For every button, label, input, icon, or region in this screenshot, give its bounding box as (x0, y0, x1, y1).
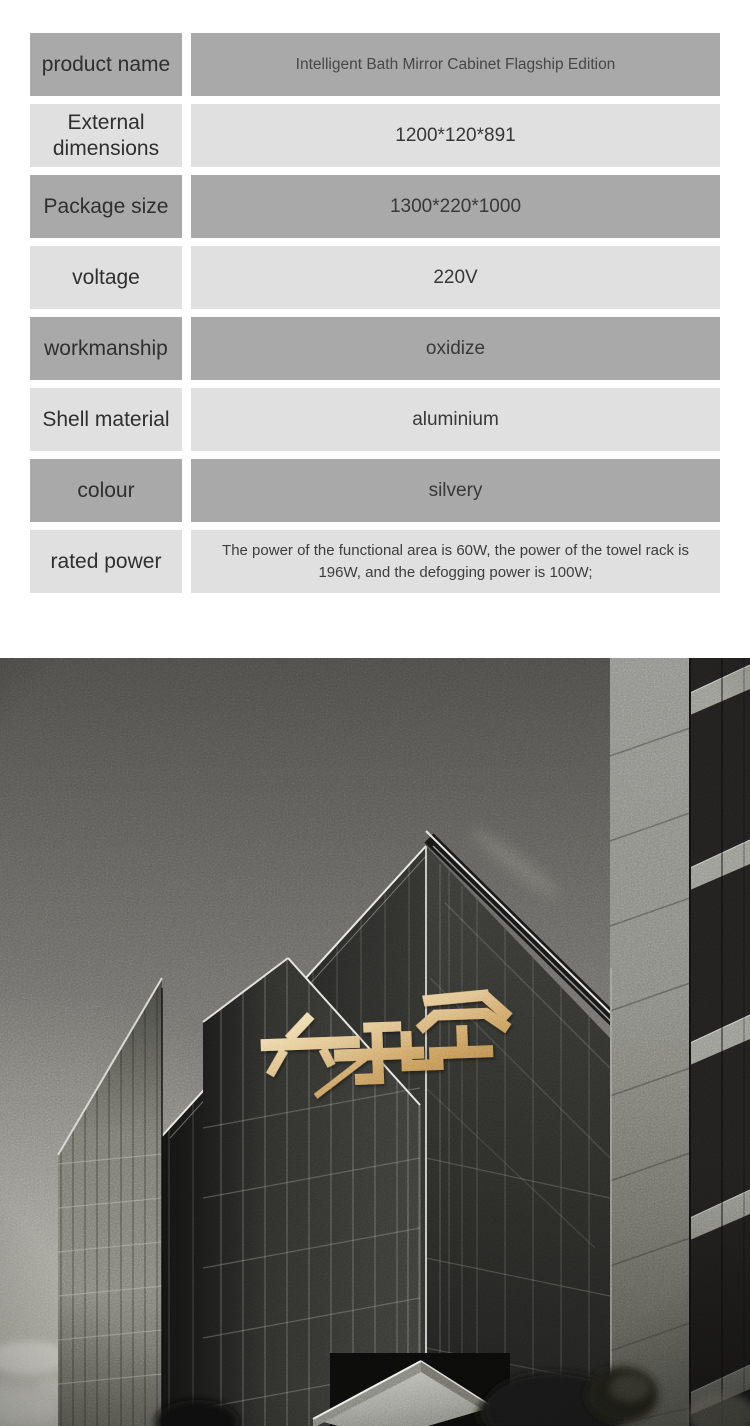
table-row (30, 246, 720, 309)
row-label: External dimensions (30, 104, 182, 167)
building-scene-illustration (0, 658, 750, 1426)
table-row (30, 175, 720, 238)
row-value: The power of the functional area is 60W, the power of the towel rack is 196W, and the defogging power is 100W; (191, 530, 720, 593)
row-value: 220V (191, 246, 720, 309)
table-row (30, 317, 720, 380)
row-label: workmanship (30, 317, 182, 380)
spec-table (30, 33, 720, 601)
row-label: voltage (30, 246, 182, 309)
row-label: product name (30, 33, 182, 96)
row-label: Package size (30, 175, 182, 238)
vignette-overlay (0, 658, 750, 1426)
row-label: Shell material (30, 388, 182, 451)
row-value: 1300*220*1000 (191, 175, 720, 238)
table-row (30, 530, 720, 593)
row-value: oxidize (191, 317, 720, 380)
table-row (30, 388, 720, 451)
row-value: aluminium (191, 388, 720, 451)
row-value: 1200*120*891 (191, 104, 720, 167)
building-photo (0, 658, 750, 1426)
row-value: silvery (191, 459, 720, 522)
table-row (30, 33, 720, 96)
table-row (30, 459, 720, 522)
row-value: Intelligent Bath Mirror Cabinet Flagship Edition (191, 33, 720, 96)
table-row (30, 104, 720, 167)
row-label: colour (30, 459, 182, 522)
row-label: rated power (30, 530, 182, 593)
